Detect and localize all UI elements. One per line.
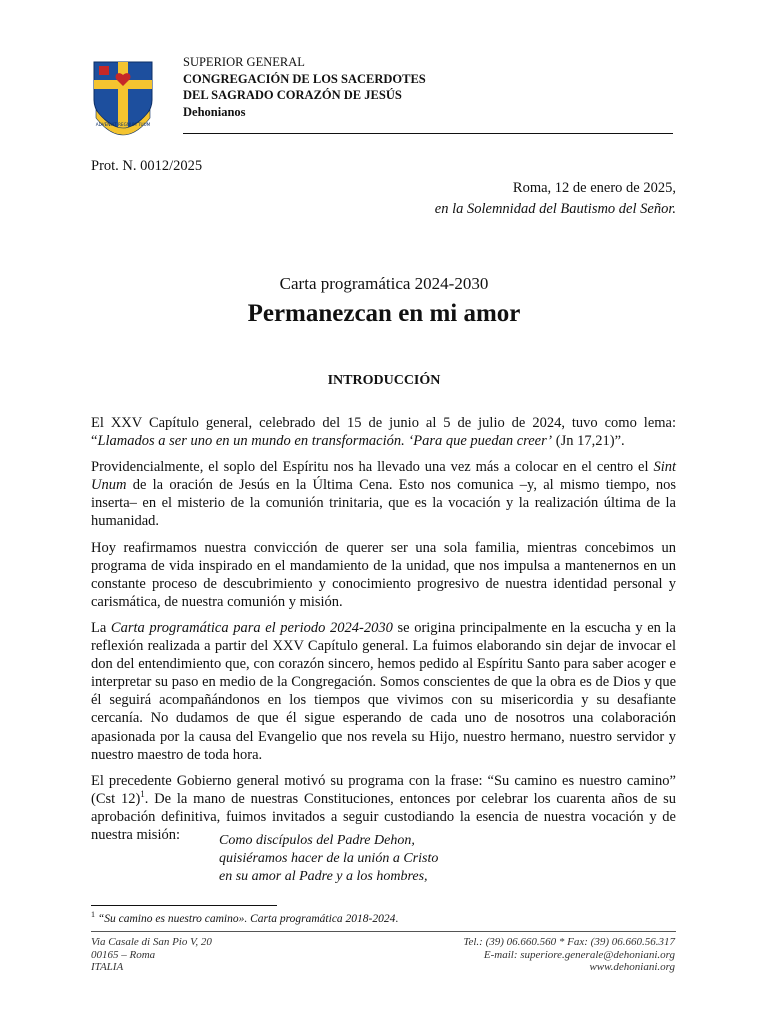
quote-line-1: Como discípulos del Padre Dehon, <box>219 833 415 848</box>
letterhead <box>183 54 426 120</box>
paragraph-2-text-a: Providencialmente, el soplo del Espíritu nos ha llevado una vez más a colocar en el centro el <box>91 459 654 476</box>
constitutions-quote <box>219 832 438 886</box>
footer-city: 00165 – Roma <box>91 948 156 961</box>
footer-phone-fax: Tel.: (39) 06.660.560 * Fax: (39) 06.660.56.317 <box>463 936 675 948</box>
letterhead-congregation-line2: DEL SAGRADO CORAZÓN DE JESÚS <box>183 88 402 102</box>
section-heading: INTRODUCCIÓN <box>327 373 441 388</box>
paragraph-1-text-c: (Jn 17,21)”. <box>552 433 625 450</box>
footer-country: ITALIA <box>91 961 124 973</box>
footnote-period: . <box>395 912 399 925</box>
paragraph-5-text-c: . De la mano de nuestras Constituciones, entonces por celebrar los cuarenta años de su aprobación definitiva, fuimos invitados a seguir custodiando la esencia de nuestra vocación y de nuestra misión: <box>91 790 676 843</box>
document-title: Permanezcan en mi amor <box>247 300 521 327</box>
footer-street: Via Casale di San Pio V, 20 <box>91 936 212 948</box>
paragraph-5-text-a: El precedente Gobierno general motivó su programa con la frase: “Su camino es nuestro camino” (Cst 12) <box>91 772 676 807</box>
footer-divider <box>91 931 676 932</box>
quote-line-2: quisiéramos hacer de la unión a Cristo <box>219 851 439 866</box>
congregation-coat-of-arms-logo <box>90 60 156 138</box>
footnote <box>91 910 398 925</box>
paragraph-4-text-a: La <box>91 619 111 636</box>
date-solemnity: en la Solemnidad del Bautismo del Señor. <box>434 201 676 217</box>
date-block <box>435 178 676 220</box>
footer-website-link[interactable]: www.dehoniani.org <box>589 961 675 973</box>
footer-address <box>91 936 212 974</box>
letterhead-office: SUPERIOR GENERAL <box>183 55 305 69</box>
paragraph-1-text-a: El XXV Capítulo general, celebrado del 15 de junio al 5 de julio de 2024, tuvo como lema: “ <box>91 415 676 450</box>
carta-programatica-italic: Carta programática para el periodo 2024-2030 <box>110 619 393 636</box>
document-subtitle: Carta programática 2024-2030 <box>279 274 489 293</box>
letterhead-divider <box>183 133 673 134</box>
protocol-number: Prot. N. 0012/2025 <box>91 158 203 174</box>
footnote-reference[interactable]: 1 <box>140 788 145 799</box>
footer-email-link[interactable]: E-mail: superiore.generale@dehoniani.org <box>483 948 675 961</box>
paragraph-4 <box>91 619 676 764</box>
letterhead-dehonianos: Dehonianos <box>183 104 246 119</box>
date-line: Roma, 12 de enero de 2025, <box>512 180 676 196</box>
logo-motto-text: ADVENIAT REGNUM TUUM <box>95 122 151 127</box>
paragraph-2 <box>91 458 676 530</box>
letterhead-congregation-line1: CONGREGACIÓN DE LOS SACERDOTES <box>183 71 426 86</box>
footnote-number: 1 <box>91 910 95 919</box>
quote-line-3: en su amor al Padre y a los hombres, <box>219 869 428 884</box>
paragraph-1 <box>91 414 676 450</box>
paragraph-3: Hoy reafirmamos nuestra convicción de querer ser una sola familia, mientras concebimos un programa de vida inspirado en el mandamiento de la unidad, que nos impulsa a mantenernos en un constante proceso de descubrimiento y conocimiento progresivo de nuestra identidad personal y carismática, de nuestra comunión y misión. <box>91 539 676 610</box>
letter-body <box>91 414 676 852</box>
footnote-divider <box>91 905 277 906</box>
footnote-text: “Su camino es nuestro camino». Carta programática 2018-2024 <box>95 912 396 925</box>
paragraph-4-text-c: se origina principalmente en la escucha y en la reflexión realizada a partir del XXV Capítulo general. La fuimos elaborando sin dejar de invocar el don del entendimiento que, con corazón sincero, hemos pedido al Espíritu Santo para saber acoger e interpretar su paso en medio de la Congregación. Somos conscientes de que la obra es de Dios y que él seguirá acompañándonos en los tiempos que vivimos con su misericordia y su desafiante cercanía. No dudamos de que él sigue esperando de cada uno de nosotros una colaboración apasionada por la causa del Evangelio que nos revela su Hijo, nuestro hermano, nuestro servidor y nuestro maestro de toda hora. <box>91 619 676 763</box>
footer-contact <box>463 936 675 974</box>
sint-unum-italic: Sint Unum <box>91 459 676 494</box>
paragraph-2-text-c: de la oración de Jesús en la Última Cena. Esto nos comunica –y, al mismo tiempo, nos inserta– en el misterio de la comunión trinitaria, que es la vocación y la realización última de la humanidad. <box>91 477 676 530</box>
chapter-motto: Llamados a ser uno en un mundo en transformación. ‘Para que puedan creer’ <box>97 433 553 450</box>
